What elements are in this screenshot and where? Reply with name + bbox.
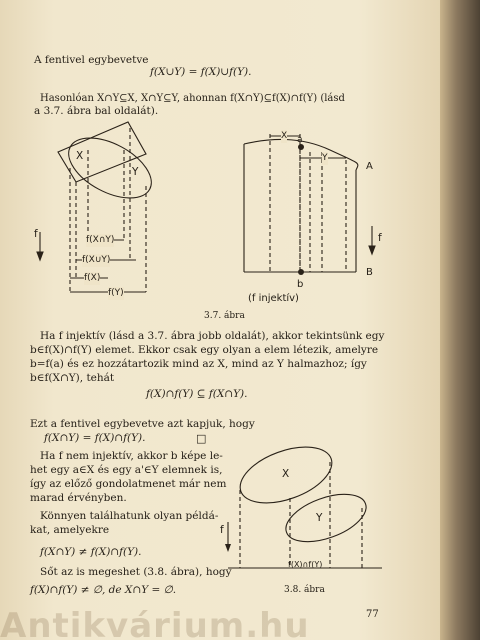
paragraph-line-4: b∈f(X∩Y), tehát — [30, 372, 115, 384]
fig37-label-union: f(X∪Y) — [82, 255, 111, 265]
fig37r-arrow-label: f — [378, 232, 382, 244]
fig38-y-label: Y — [316, 512, 323, 524]
qed-symbol: □ — [196, 432, 207, 445]
side-text-3: így az előző gondolatmenet már nem — [30, 478, 227, 490]
fig37r-y-label: Y — [322, 153, 328, 163]
paragraph-line-3: b=f(a) és ez hozzátartozik mind az X, mind az Y halmazhoz; így — [30, 358, 367, 370]
fig37r-a-label: a — [297, 135, 303, 145]
paragraph-line-2: b∈f(X)∩f(Y) elemet. Ekkor csak egy olyan a elem létezik, amelyre — [30, 344, 379, 356]
side-text-4: marad érvényben. — [30, 492, 127, 504]
point-b — [298, 269, 304, 275]
figure-3-7-caption: 3.7. ábra — [204, 311, 245, 321]
fig37-arrow-label: f — [34, 228, 38, 240]
side-text-7: Sőt az is megeshet (3.8. ábra), hogy — [40, 566, 232, 578]
fig37r-A-label: A — [366, 161, 373, 172]
fig37-set-y-label: Y — [132, 166, 139, 178]
fig38-label: f(X)∩f(Y) — [288, 560, 323, 569]
fig38-x-label: X — [282, 468, 290, 480]
side-text-5: Könnyen találhatunk olyan példá- — [40, 510, 219, 522]
paragraph-line-1: Ha f injektív (lásd a 3.7. ábra jobb oldalát), akkor tekintsünk egy — [40, 330, 385, 342]
equation-empty: f(X)∩f(Y) ≠ ∅, de X∩Y = ∅. — [30, 584, 177, 596]
text-line-3: Hasonlóan X∩Y⊆X, X∩Y⊆Y, ahonnan f(X∩Y)⊆f(X)∩f(Y) (lásd — [40, 93, 345, 104]
side-text-6: kat, amelyekre — [30, 524, 110, 536]
fig37-label-fy: f(Y) — [108, 288, 124, 298]
watermark: Antikvárium.hu — [0, 606, 310, 640]
text-line-1: A fentivel egybevetve — [34, 54, 149, 66]
equation-union: f(X∪Y) = f(X)∪f(Y). — [150, 66, 252, 78]
equation-intersection: f(X∩Y) = f(X)∩f(Y). — [44, 432, 146, 444]
fig37r-caption: (f injektív) — [248, 293, 299, 304]
equation-not-equal: f(X∩Y) ≠ f(X)∩f(Y). — [40, 546, 142, 558]
figure-3-7 — [0, 0, 448, 320]
fig37-set-x-label: X — [76, 150, 84, 162]
side-text-2: het egy a∈X és egy a'∈Y elemnek is, — [30, 464, 223, 476]
fig37r-B-label: B — [366, 267, 373, 278]
fig38-set-y-ellipse — [280, 485, 373, 551]
fig37-label-fx: f(X) — [84, 273, 101, 283]
side-text-1: Ha f nem injektív, akkor b képe le- — [40, 450, 223, 462]
conclusion-line: Ezt a fentivel egybevetve azt kapjuk, hogy — [30, 418, 255, 430]
page-number: 77 — [366, 609, 379, 620]
fig37r-x-label: X — [281, 131, 288, 141]
text-line-4: a 3.7. ábra bal oldalát). — [34, 105, 159, 117]
equation-subset: f(X)∩f(Y) ⊆ f(X∩Y). — [146, 388, 248, 400]
fig38-arrow-label: f — [220, 524, 224, 536]
figure-3-8-caption: 3.8. ábra — [284, 585, 325, 595]
fig37-label-inter: f(X∩Y) — [86, 235, 115, 245]
book-spine — [440, 0, 480, 640]
fig37r-b-label: b — [297, 279, 304, 290]
